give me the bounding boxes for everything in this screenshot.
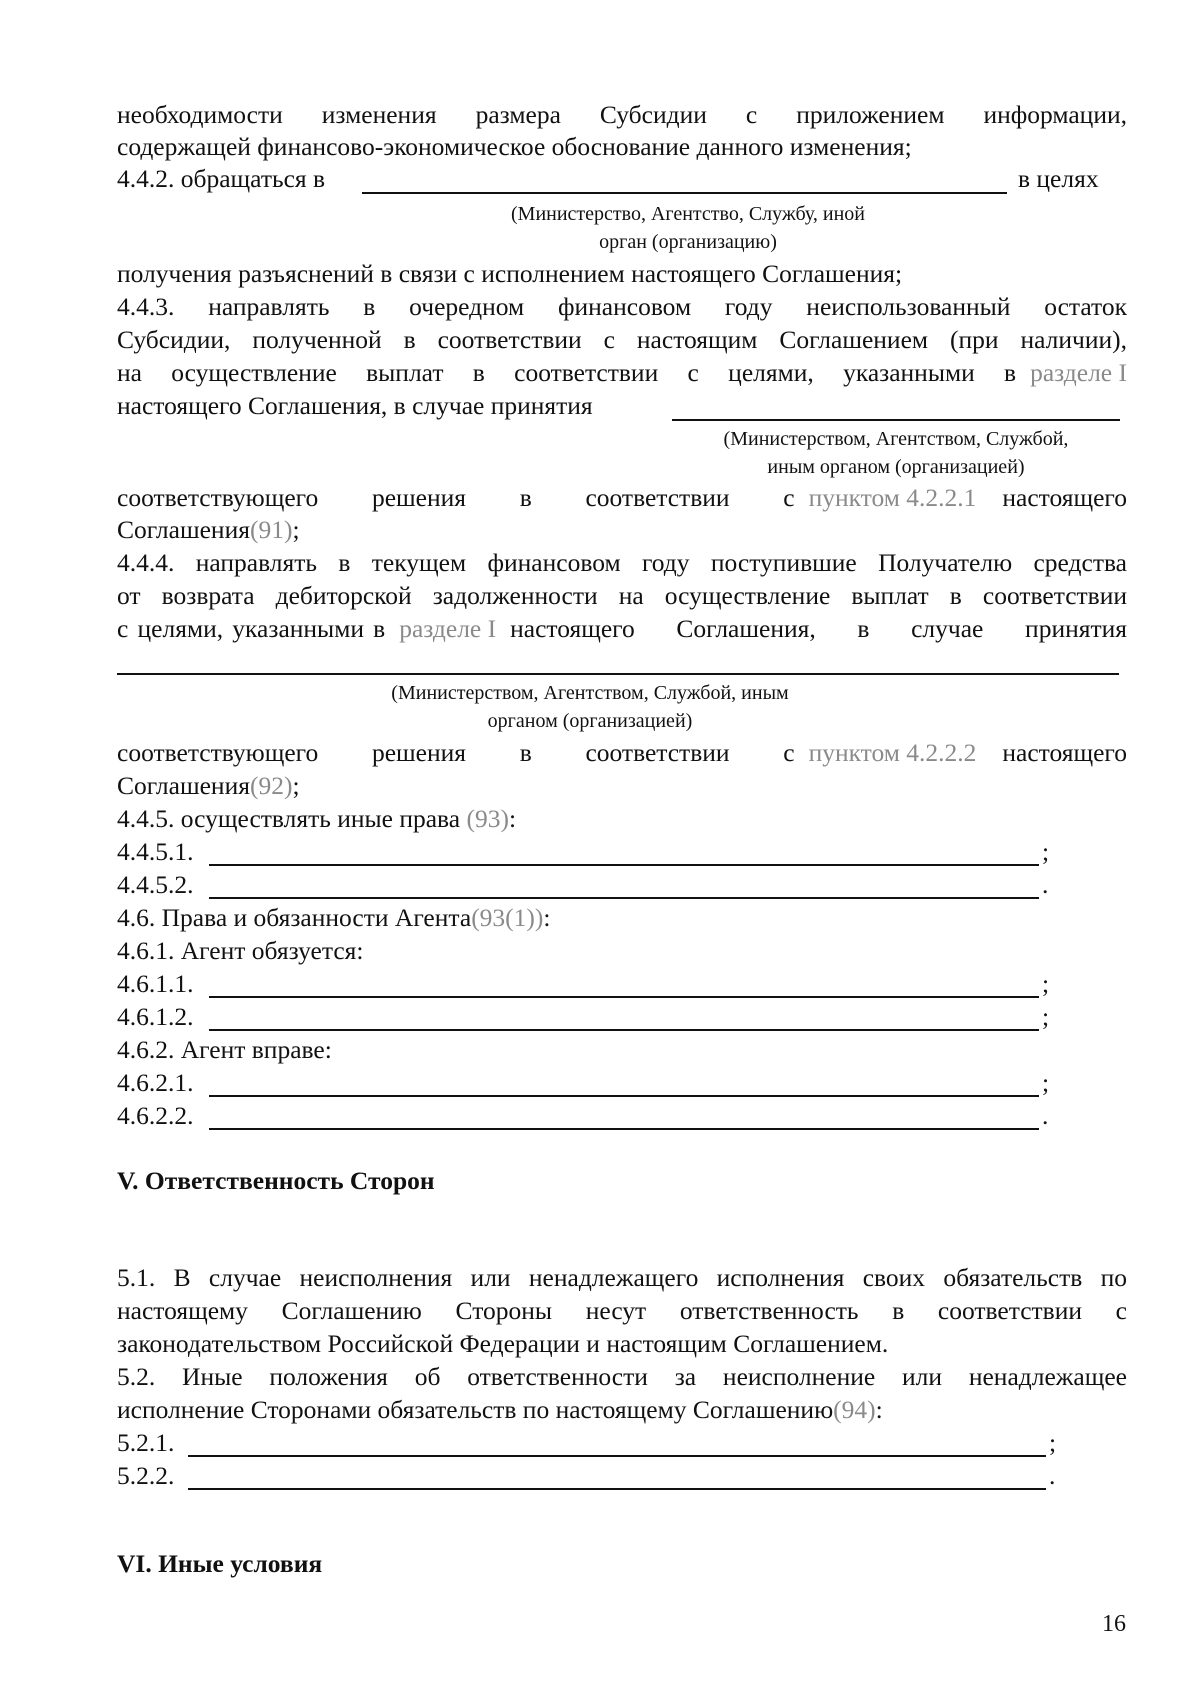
numbered-blank-label: 4.6.2.2. <box>117 1101 194 1130</box>
blank-caption: органом (организацией) <box>487 710 693 732</box>
line-text-part: соответствующего решения в соответствии с <box>117 738 795 767</box>
line-text-part: с целями, указанными в <box>117 614 386 643</box>
para-line: в целях <box>1018 164 1099 193</box>
line-end-punct: ; <box>1049 1428 1057 1457</box>
line-end-punct: ; <box>1042 1002 1050 1031</box>
numbered-blank-label: 4.6.1.2. <box>117 1002 194 1031</box>
line-text-part: Соглашения <box>117 771 250 800</box>
line-text <box>117 357 1016 389</box>
line-text-part: 4.6. Права и обязанности Агента <box>117 903 472 932</box>
para-line: получения разъяснений в связи с исполнением настоящего Соглашения; <box>117 259 903 288</box>
numbered-blank-label: 4.6.2.1. <box>117 1068 194 1097</box>
fill-in-blank <box>362 192 1007 194</box>
para-line: 4.6.2. Агент вправе: <box>117 1035 332 1064</box>
para-line <box>117 1394 883 1426</box>
para-line <box>117 514 300 546</box>
footnote-ref[interactable]: (92) <box>249 771 293 800</box>
line-text-part: ; <box>292 771 300 800</box>
numbered-blank-label: 4.4.5.2. <box>117 870 194 899</box>
clause-reference-link[interactable]: пунктом 4.2.2.1 <box>808 483 977 512</box>
numbered-blank-label: 5.2.1. <box>117 1428 175 1457</box>
line-end-punct: ; <box>1042 1068 1050 1097</box>
para-line <box>117 803 516 835</box>
line-text-part: на осуществление выплат в соответствии с целями, указанными в <box>117 358 1017 387</box>
numbered-blank-label: 4.6.1.1. <box>117 969 194 998</box>
line-text-part: Соглашения <box>117 515 250 544</box>
line-text-part: соответствующего решения в соответствии с <box>117 483 795 512</box>
line-text-part: настоящего Соглашения, в случае принятия <box>510 614 1127 643</box>
para-line <box>117 482 1127 514</box>
para-line: законодательством Российской Федерации и настоящим Соглашением. <box>117 1329 889 1358</box>
line-text-part: настоящего <box>1002 738 1127 767</box>
line-text-part: ; <box>292 515 300 544</box>
para-line: настоящему Соглашению Стороны несут ответственность в соответствии с <box>117 1296 1127 1325</box>
blank-caption: (Министерство, Агентство, Службу, иной <box>511 203 865 225</box>
fill-in-blank <box>209 1095 1039 1097</box>
fill-in-blank <box>188 1455 1046 1457</box>
para-line <box>117 357 1127 389</box>
para-line <box>117 613 1127 645</box>
line-text-part: : <box>875 1395 883 1424</box>
line-text-part: 4.4.5. осуществлять иные права <box>117 804 461 833</box>
para-line: Субсидии, полученной в соответствии с настоящим Соглашением (при наличии), <box>117 325 1127 354</box>
fill-in-blank <box>209 897 1039 899</box>
footnote-ref[interactable]: (93) <box>466 804 509 833</box>
section-heading: V. Ответственность Сторон <box>117 1166 435 1195</box>
para-line: 4.4.2. обращаться в <box>117 164 326 193</box>
para-line: от возврата дебиторской задолженности на осуществление выплат в соответствии <box>117 581 1127 610</box>
para-line: 4.4.4. направлять в текущем финансовом году поступившие Получателю средства <box>117 548 1127 577</box>
line-end-punct: . <box>1042 1101 1049 1130</box>
line-end-punct: ; <box>1042 969 1050 998</box>
fill-in-blank <box>209 1128 1039 1130</box>
blank-caption: (Министерством, Агентством, Службой, <box>723 428 1069 450</box>
numbered-blank-label: 5.2.2. <box>117 1461 175 1490</box>
para-line: 5.1. В случае неисполнения или ненадлежащего исполнения своих обязательств по <box>117 1263 1127 1292</box>
blank-caption: (Министерством, Агентством, Службой, иным <box>391 682 789 704</box>
footnote-ref[interactable]: (94) <box>833 1395 876 1424</box>
para-line: 4.4.3. направлять в очередном финансовом году неиспользованный остаток <box>117 292 1127 321</box>
line-end-punct: ; <box>1042 837 1050 866</box>
blank-caption: иным органом (организацией) <box>767 456 1025 478</box>
section-heading: VI. Иные условия <box>117 1549 323 1578</box>
para-line: 5.2. Иные положения об ответственности за неисполнение или ненадлежащее <box>117 1362 1127 1391</box>
line-text-part: исполнение Сторонами обязательств по настоящему Соглашению <box>117 1395 834 1424</box>
fill-in-blank <box>209 1029 1039 1031</box>
line-end-punct: . <box>1049 1461 1056 1490</box>
section-reference-link[interactable]: разделе I <box>399 614 497 643</box>
para-line: 4.6.1. Агент обязуется: <box>117 936 364 965</box>
fill-in-blank <box>188 1488 1046 1490</box>
line-text-part: : <box>508 804 517 833</box>
para-line: содержащей финансово-экономическое обоснование данного изменения; <box>117 132 912 161</box>
line-text-part: : <box>543 903 551 932</box>
para-line <box>117 737 1127 769</box>
fill-in-blank <box>209 864 1039 866</box>
page-number: 16 <box>1102 1611 1126 1637</box>
para-line <box>117 770 300 802</box>
footnote-ref[interactable]: (93(1)) <box>471 903 544 932</box>
line-text-part: настоящего <box>1002 483 1127 512</box>
numbered-blank-label: 4.4.5.1. <box>117 837 194 866</box>
fill-in-blank <box>672 419 1120 421</box>
fill-in-blank <box>209 996 1039 998</box>
line-end-punct: . <box>1042 870 1049 899</box>
para-line <box>117 902 551 934</box>
clause-reference-link[interactable]: пунктом 4.2.2.2 <box>808 738 977 767</box>
fill-in-blank <box>117 673 1119 675</box>
footnote-ref[interactable]: (91) <box>249 515 293 544</box>
para-line: настоящего Соглашения, в случае принятия <box>117 391 593 420</box>
section-reference-link[interactable]: разделе I <box>1030 358 1127 387</box>
blank-caption: орган (организацию) <box>599 231 777 253</box>
para-line: необходимости изменения размера Субсидии с приложением информации, <box>117 100 1127 129</box>
